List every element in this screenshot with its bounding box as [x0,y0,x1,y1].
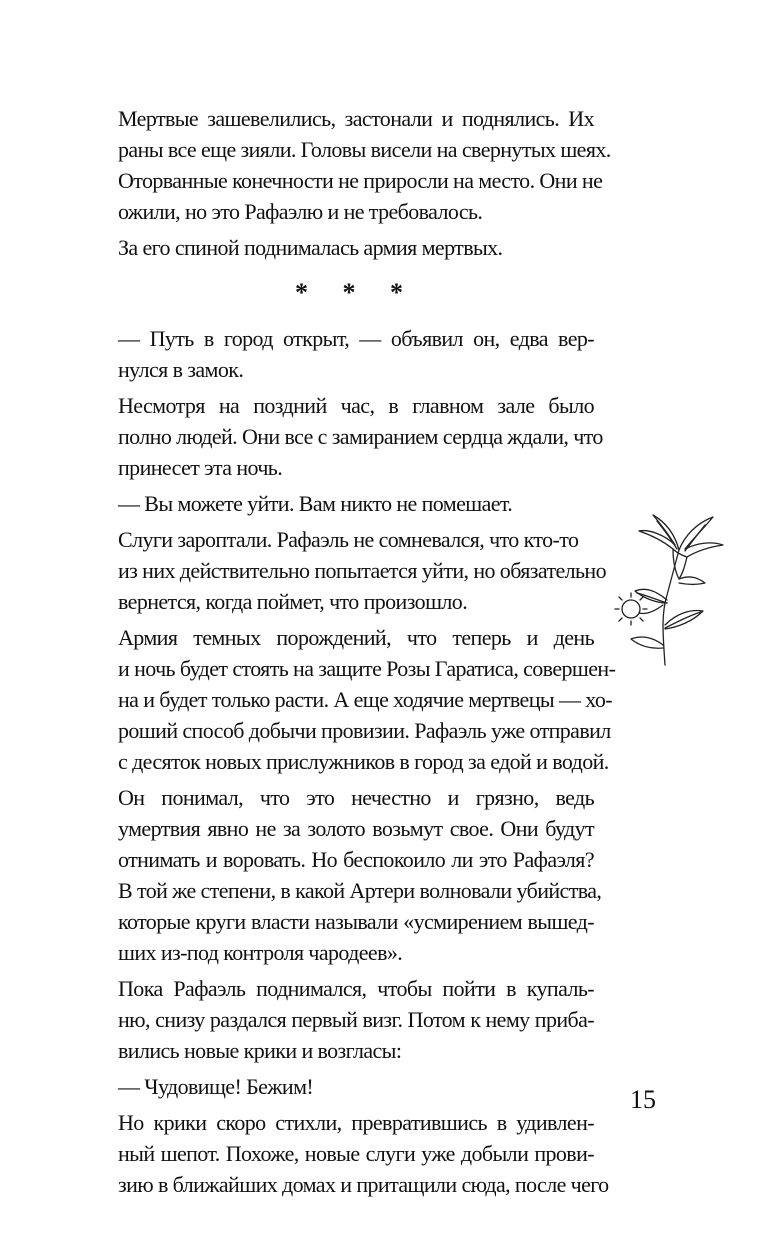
text-line: Оторванные конечности не приросли на место. Они не [118,168,603,193]
text-line: — Путь в город открыт, — объявил он, едва вер- [118,326,594,351]
text-line: ших из-под контроля чародеев». [118,940,403,965]
page-number: 15 [630,1085,656,1114]
text-line: раны все еще зияли. Головы висели на свернутых шеях. [118,137,611,162]
text-line: нулся в замок. [118,357,244,382]
text-line: которые круги власти называли «усмирением вышед- [118,909,594,934]
text-line: Но крики скоро стихли, превратившись в удивлен- [118,1110,594,1135]
text-line: вернется, когда поймет, что произошло. [118,589,468,614]
text-line: отнимать и воровать. Но беспокоило ли это Рафаэля? [118,847,594,872]
text-line: Армия темных порождений, что теперь и день [118,625,594,650]
text-line: и ночь будет стоять на защите Розы Гаратиса, совершен- [118,656,616,681]
text-line: ный шепот. Похоже, новые слуги уже добыли прови- [118,1141,594,1166]
text-line: умертвия явно не за золото возьмут свое. Они будут [118,816,594,841]
text-block [118,103,616,1200]
text-line: Он понимал, что это нечестно и грязно, ведь [118,785,594,810]
text-line: — Вы можете уйти. Вам никто не помешает. [118,491,513,516]
text-line: ню, снизу раздался первый визг. Потом к нему приба- [118,1007,594,1032]
text-line: из них действительно попытается уйти, но обязательно [118,558,607,583]
section-separator: * * * [295,278,417,307]
text-line: принесет эта ночь. [118,455,283,480]
text-line: Пока Рафаэль поднимался, чтобы пойти в купаль- [118,976,594,1001]
flower-ornament-icon [605,505,735,670]
text-line: полно людей. Они все с замиранием сердца ждали, что [118,424,603,449]
text-line: — Чудовище! Бежим! [118,1074,314,1099]
text-line: Мертвые зашевелились, застонали и поднялись. Их [118,106,594,131]
text-line: Несмотря на поздний час, в главном зале было [118,393,594,418]
text-line: на и будет только расти. А еще ходячие мертвецы — хо- [118,687,612,712]
text-line: Слуги зароптали. Рафаэль не сомневался, что кто-то [118,527,579,552]
text-line: с десяток новых прислужников в город за едой и водой. [118,749,609,774]
text-line: ожили, но это Рафаэлю и не требовалось. [118,199,483,224]
text-line: За его спиной поднималась армия мертвых. [118,235,503,260]
text-line: роший способ добычи провизии. Рафаэль уже отправил [118,718,611,743]
text-line: В той же степени, в какой Артери волновали убийства, [118,878,602,903]
text-line: вились новые крики и возгласы: [118,1038,402,1063]
text-line: зию в ближайших домах и притащили сюда, после чего [118,1172,609,1197]
